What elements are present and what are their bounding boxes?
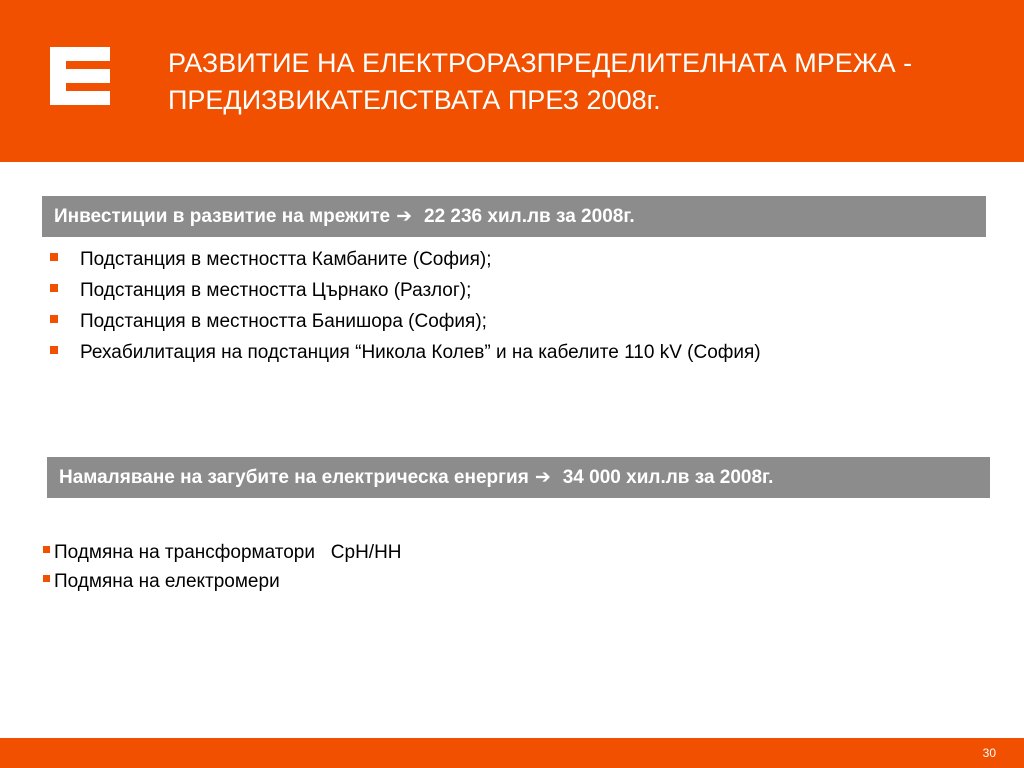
slide-title-line-2: ПРЕДИЗВИКАТЕЛСТВАТА ПРЕЗ 2008г.	[168, 85, 661, 115]
list-item	[43, 567, 402, 596]
bullet-icon	[50, 284, 58, 292]
investments-list	[48, 244, 761, 368]
cez-logo-icon	[50, 47, 110, 105]
list-item	[48, 244, 761, 275]
slide-title-line-1: РАЗВИТИЕ НА ЕЛЕКТРОРАЗПРЕДЕЛИТЕЛНАТА МРЕЖА -	[168, 48, 913, 78]
bullet-icon	[50, 346, 58, 354]
list-item-text: Подмяна на трансформатори СрН/НН	[54, 542, 402, 563]
investments-heading-bar	[42, 196, 986, 237]
list-item-text: Подстанция в местността Банишора (София);	[80, 311, 487, 332]
list-item-text: Подмяна на електромери	[54, 571, 280, 592]
list-item	[43, 538, 402, 567]
bullet-icon	[43, 575, 50, 582]
list-item-text: Подстанция в местността Камбаните (София);	[80, 249, 492, 270]
list-item	[48, 306, 761, 337]
investments-heading: Инвестиции в развитие на мрежите	[54, 205, 391, 227]
losses-heading: Намаляване на загубите на електрическа енергия	[59, 466, 529, 488]
list-item	[48, 275, 761, 306]
losses-value: 34 000 хил.лв за 2008г.	[562, 466, 774, 488]
list-item	[48, 337, 761, 368]
slide-title	[168, 45, 998, 119]
investments-value: 22 236 хил.лв за 2008г.	[424, 205, 635, 227]
header-band	[0, 0, 1024, 162]
arrow-right-icon: ➔	[396, 205, 412, 227]
arrow-right-icon: ➔	[534, 466, 551, 488]
list-item-text: Рехабилитация на подстанция “Никола Колев” и на кабелите 110 kV (София)	[80, 342, 761, 363]
losses-list	[43, 538, 402, 596]
losses-heading-bar	[47, 457, 990, 498]
bullet-icon	[43, 546, 50, 553]
footer-band	[0, 738, 1024, 768]
bullet-icon	[50, 253, 58, 261]
bullet-icon	[50, 315, 58, 323]
page-number: 30	[982, 746, 996, 760]
list-item-text: Подстанция в местността Църнако (Разлог);	[80, 280, 472, 301]
